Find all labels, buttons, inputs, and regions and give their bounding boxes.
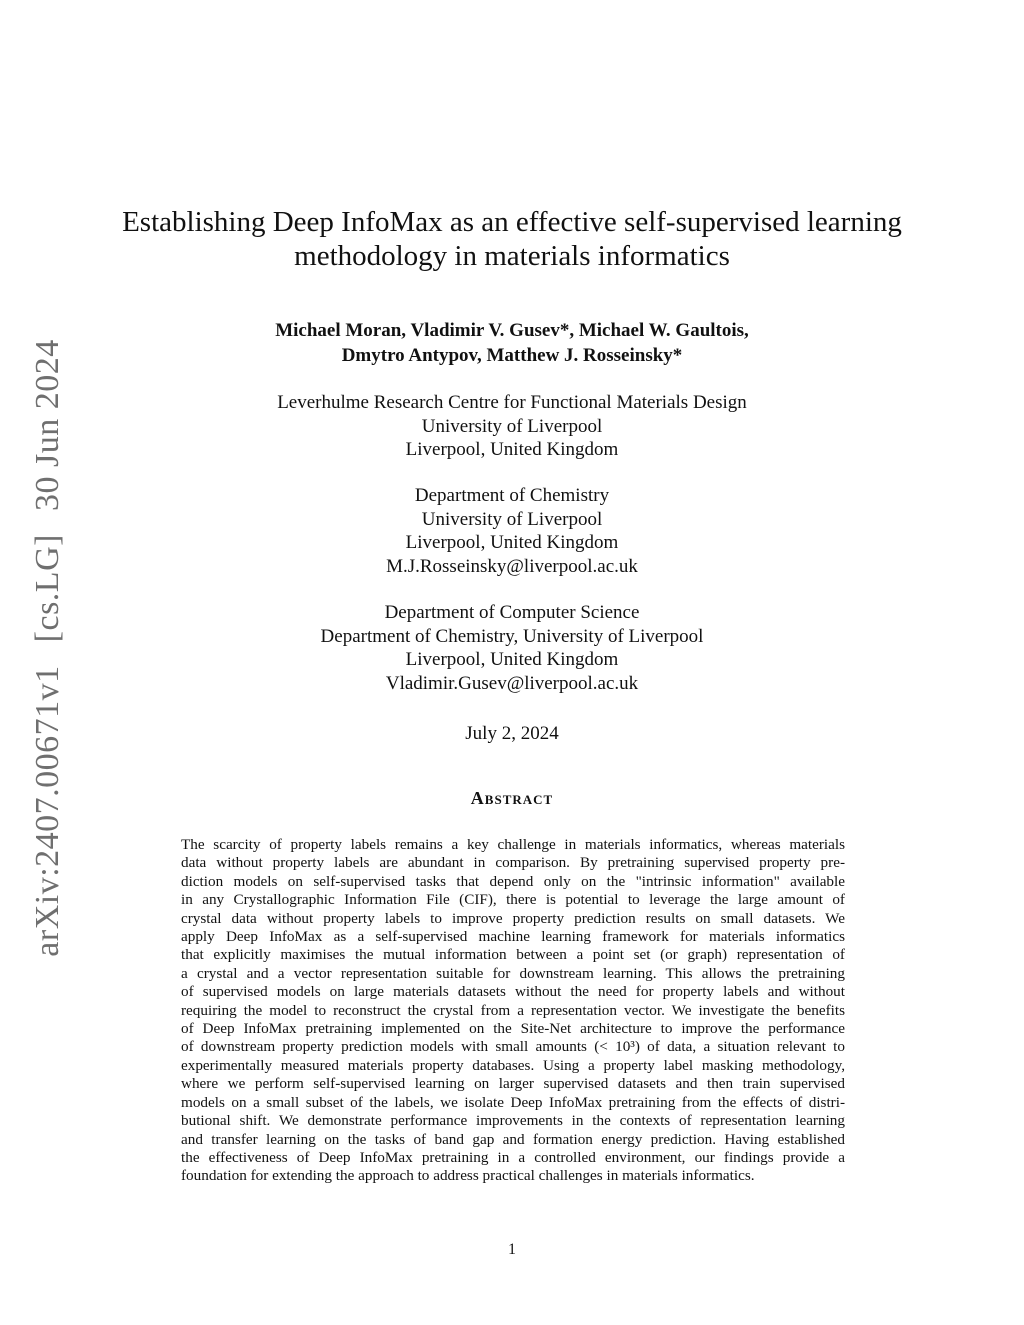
affiliation-line: University of Liverpool (421, 508, 603, 530)
affiliation-line: Department of Computer Science (384, 602, 640, 623)
affiliation-block (150, 601, 874, 695)
abstract-line: experimentally measured materials property databases. Using a property label masking methodology, (181, 1056, 845, 1074)
abstract-line: requiring the model to reconstruct the crystal from a representation vector. We investigate the benefits (181, 1001, 845, 1019)
affiliation-line: Leverhulme Research Centre for Functional Materials Design (277, 392, 747, 413)
arxiv-identifier: arXiv:2407.00671v1 (29, 665, 66, 957)
abstract-line: where we perform self-supervised learning on larger supervised datasets and then train supervised (181, 1075, 845, 1093)
abstract-line: diction models on self-supervised tasks that depend only on the "intrinsic information" available (181, 872, 845, 890)
author-line: Michael Moran, Vladimir V. Gusev*, Michael W. Gaultois, (275, 320, 749, 341)
affiliation-line: Department of Chemistry, University of Liverpool (320, 625, 704, 647)
paper-title-line: methodology in materials informatics (294, 240, 730, 272)
affiliation-block (150, 391, 874, 462)
abstract-line: data without property labels are abundant in comparison. By pretraining supervised property pre- (181, 854, 845, 872)
abstract-line: of supervised models on large materials datasets without the need for property labels and without (181, 983, 845, 1001)
abstract-line: and transfer learning on the tasks of band gap and formation energy prediction. Having established (181, 1130, 845, 1148)
abstract-line: of downstream property prediction models with small amounts (< 10³) of data, a situation relevant to (181, 1038, 845, 1056)
abstract-line: foundation for extending the approach to address practical challenges in materials informatics. (181, 1167, 755, 1185)
affiliation-line: Liverpool, United Kingdom (405, 649, 619, 670)
abstract-line: crystal data without property labels to improve property prediction results on small datasets. We (181, 909, 845, 927)
abstract-line: models on a small subset of the labels, we isolate Deep InfoMax pretraining from the effects of distri- (181, 1093, 845, 1111)
page-number: 1 (508, 1241, 516, 1258)
arxiv-category: [cs.LG] (29, 534, 66, 643)
abstract-heading: Abstract (470, 788, 554, 808)
abstract-line: The scarcity of property labels remains a key challenge in materials informatics, whereas materials (181, 836, 845, 853)
author-list (150, 318, 874, 368)
abstract-line: butional shift. We demonstrate performance improvements in the contexts of representation learning (181, 1112, 845, 1130)
affiliation-block (150, 484, 874, 578)
abstract-line: apply Deep InfoMax as a self-supervised machine learning framework for materials informatics (181, 928, 845, 946)
affiliation-line: Liverpool, United Kingdom (405, 532, 619, 553)
email-link[interactable]: M.J.Rosseinsky@liverpool.ac.uk (386, 555, 638, 577)
abstract-line: in any Crystallographic Information File (CIF), there is potential to leverage the large amount of (181, 891, 845, 909)
affiliation-line: Department of Chemistry (414, 485, 610, 506)
affiliation-line: Liverpool, United Kingdom (405, 439, 619, 460)
arxiv-date: 30 Jun 2024 (29, 339, 66, 512)
paper-title (110, 205, 914, 273)
arxiv-stamp (29, 332, 67, 963)
email-link[interactable]: Vladimir.Gusev@liverpool.ac.uk (385, 672, 639, 694)
abstract-line: a crystal and a vector representation suitable for downstream learning. This allows the pretraining (181, 964, 845, 982)
affiliation-line: University of Liverpool (421, 415, 603, 437)
paper-date: July 2, 2024 (465, 723, 559, 744)
abstract-line: the effectiveness of Deep InfoMax pretraining in a controlled environment, our findings provide a (181, 1148, 845, 1166)
abstract-body (181, 836, 845, 1186)
abstract-line: of Deep InfoMax pretraining implemented on the Site-Net architecture to improve the performance (181, 1020, 845, 1038)
abstract-line: that explicitly maximises the mutual information between a point set (or graph) representation of (181, 946, 845, 964)
paper-title-line: Establishing Deep InfoMax as an effective self-supervised learning (122, 206, 902, 238)
author-line: Dmytro Antypov, Matthew J. Rosseinsky* (341, 345, 683, 366)
